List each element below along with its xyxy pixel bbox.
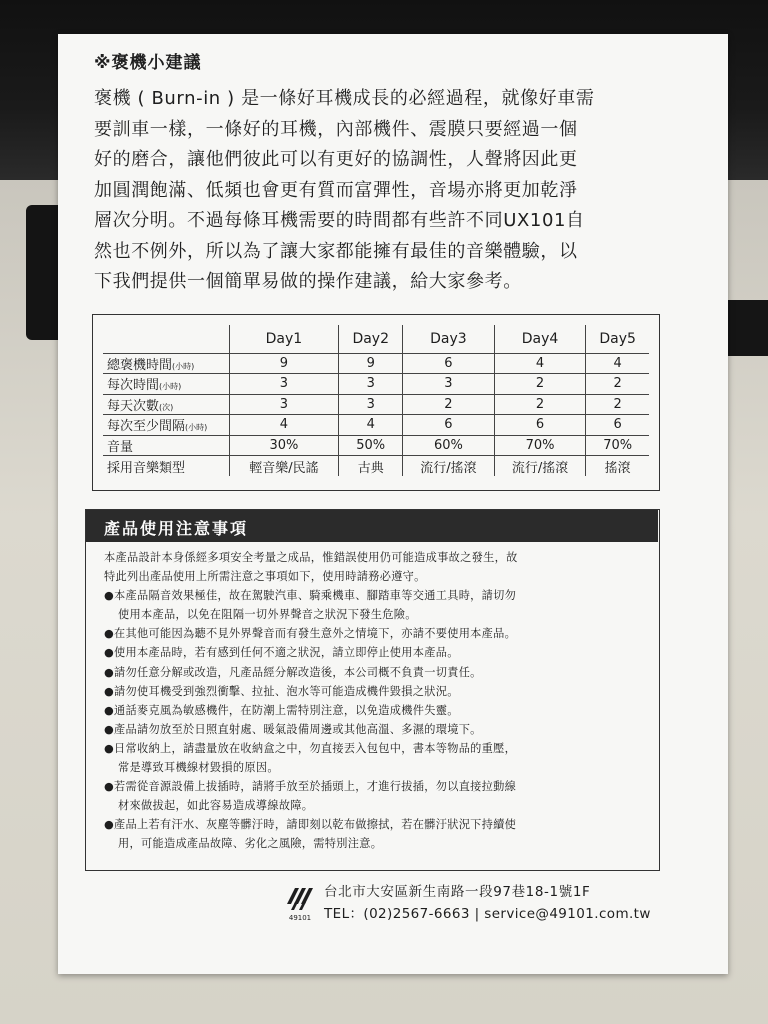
row-unit: (小時) <box>159 382 182 392</box>
table-cell: 30% <box>229 435 339 456</box>
table-cell: 3 <box>229 374 339 395</box>
phone-number: TEL：(02)2567-6663 <box>324 906 470 922</box>
row-label <box>103 374 229 395</box>
company-logo <box>283 880 317 924</box>
intro-line: 褒機 ( Burn-in ) 是一條好耳機成長的必經過程，就像好車需 <box>94 88 595 109</box>
table-cell: 70% <box>586 435 649 456</box>
usage-notes-box <box>85 509 660 871</box>
table-corner <box>103 325 229 353</box>
notes-line: 材來做拔起，如此容易造成導線故障。 <box>118 799 314 813</box>
burnin-intro <box>94 84 674 298</box>
table-cell: 9 <box>229 353 339 374</box>
notes-line: ●若需從音源設備上拔插時，請將手放至於插頭上，才進行拔插，勿以直接拉動線 <box>104 780 517 794</box>
table-cell: 古典 <box>339 456 403 477</box>
table-cell: 6 <box>403 415 495 436</box>
table-cell: 2 <box>403 394 495 415</box>
day-header: Day3 <box>403 325 495 353</box>
table-cell: 3 <box>229 394 339 415</box>
notes-line: 特此列出產品使用上所需注意之事項如下，使用時請務必遵守。 <box>104 570 426 584</box>
row-label <box>103 456 229 477</box>
table-cell: 2 <box>494 394 586 415</box>
table-cell: 6 <box>586 415 649 436</box>
usage-notes-title: 產品使用注意事項 <box>86 510 658 542</box>
logo-text: 49101 <box>288 914 312 922</box>
day-header: Day4 <box>494 325 586 353</box>
company-address: 台北市大安區新生南路一段97巷18-1號1F <box>324 884 591 900</box>
table-cell: 9 <box>339 353 403 374</box>
table-cell: 3 <box>403 374 495 395</box>
table-row <box>103 353 649 374</box>
company-contact <box>324 902 651 922</box>
row-label-text: 總褒機時間 <box>107 357 173 373</box>
table-cell: 流行/搖滾 <box>494 456 586 477</box>
notes-line: ●請勿任意分解或改造，凡產品經分解改造後，本公司概不負責一切責任。 <box>104 665 482 679</box>
row-label-text: 音量 <box>107 439 134 455</box>
row-unit: (小時) <box>172 361 195 371</box>
notes-line: ●日常收納上，請盡量放在收納盒之中，勿直接丟入包包中，書本等物品的重壓， <box>104 741 517 755</box>
notes-line: 常是導致耳機線材毀損的原因。 <box>118 761 279 775</box>
row-label <box>103 435 229 456</box>
intro-line: 要訓車一樣，一條好的耳機，內部機件、震膜只要經過一個 <box>94 118 578 140</box>
burnin-schedule-table <box>92 314 660 491</box>
intro-line: 好的磨合，讓他們彼此可以有更好的協調性，人聲將因此更 <box>94 149 578 170</box>
table-cell: 3 <box>339 394 403 415</box>
notes-line: ●本產品隔音效果極佳，故在駕駛汽車、騎乘機車、腳踏車等交通工具時，請切勿 <box>104 589 517 603</box>
intro-line: 加圓潤飽滿、低頻也會更有質而富彈性，音場亦將更加乾淨 <box>94 179 578 201</box>
intro-line: 然也不例外，所以為了讓大家都能擁有最佳的音樂體驗，以 <box>94 240 578 262</box>
table-cell: 3 <box>339 374 403 395</box>
table-cell: 搖滾 <box>586 456 649 477</box>
burnin-heading: ※褒機小建議 <box>94 53 202 73</box>
table-cell: 50% <box>339 435 403 456</box>
table-cell: 2 <box>494 374 586 395</box>
notes-line: ●使用本產品時，若有感到任何不適之狀況，請立即停止使用本產品。 <box>104 646 459 660</box>
table-row <box>103 374 649 395</box>
table-cell: 2 <box>586 394 649 415</box>
notes-line: ●請勿使耳機受到強烈衝擊、拉扯、泡水等可能造成機件毀損之狀況。 <box>104 684 459 698</box>
notes-line: ●產品請勿放至於日照直射處、暖氣設備周邊或其他高溫、多濕的環境下。 <box>104 722 482 736</box>
row-unit: (小時) <box>185 423 208 433</box>
row-label <box>103 353 229 374</box>
table-cell: 輕音樂/民謠 <box>229 456 339 477</box>
table-cell: 6 <box>494 415 586 436</box>
row-label-text: 每次時間 <box>107 378 160 394</box>
row-unit: (次) <box>159 402 174 412</box>
notes-line: 用，可能造成產品故障、劣化之風險，需特別注意。 <box>118 837 383 851</box>
table-cell: 4 <box>229 415 339 436</box>
contact-separator: | <box>474 906 480 922</box>
intro-line: 層次分明。不過每條耳機需要的時間都有些許不同UX101自 <box>94 210 585 231</box>
usage-notes-body <box>104 548 652 854</box>
day-header: Day2 <box>339 325 403 353</box>
table-cell: 60% <box>403 435 495 456</box>
table-row <box>103 435 649 456</box>
notes-line: 本產品設計本身係經多項安全考量之成品，惟錯誤使用仍可能造成事故之發生，故 <box>104 551 518 564</box>
table-cell: 4 <box>586 353 649 374</box>
table-header-row <box>103 325 649 353</box>
row-label <box>103 415 229 436</box>
day-header: Day5 <box>586 325 649 353</box>
table-row <box>103 394 649 415</box>
table-row <box>103 456 649 477</box>
notes-line: ●產品上若有汗水、灰塵等髒汙時，請即刻以乾布做擦拭，若在髒汙狀況下持續使 <box>104 818 517 832</box>
table-cell: 4 <box>339 415 403 436</box>
table-row <box>103 415 649 436</box>
row-label-text: 採用音樂類型 <box>107 460 186 476</box>
row-label <box>103 394 229 415</box>
row-label-text: 每天次數 <box>107 398 160 414</box>
email-address: service@49101.com.tw <box>484 906 651 922</box>
table-cell: 流行/搖滾 <box>403 456 495 477</box>
table-cell: 70% <box>494 435 586 456</box>
table-cell: 2 <box>586 374 649 395</box>
notes-line: ●通話麥克風為敏感機件，在防潮上需特別注意，以免造成機件失靈。 <box>104 703 459 717</box>
row-label-text: 每次至少間隔 <box>107 419 186 435</box>
notes-line: ●在其他可能因為聽不見外界聲音而有發生意外之情境下，亦請不要使用本產品。 <box>104 627 517 641</box>
notes-line: 使用本產品，以免在阻隔一切外界聲音之狀況下發生危險。 <box>118 608 417 622</box>
intro-line: 下我們提供一個簡單易做的操作建議，給大家參考。 <box>94 271 522 292</box>
table-cell: 6 <box>403 353 495 374</box>
day-header: Day1 <box>229 325 339 353</box>
table-cell: 4 <box>494 353 586 374</box>
